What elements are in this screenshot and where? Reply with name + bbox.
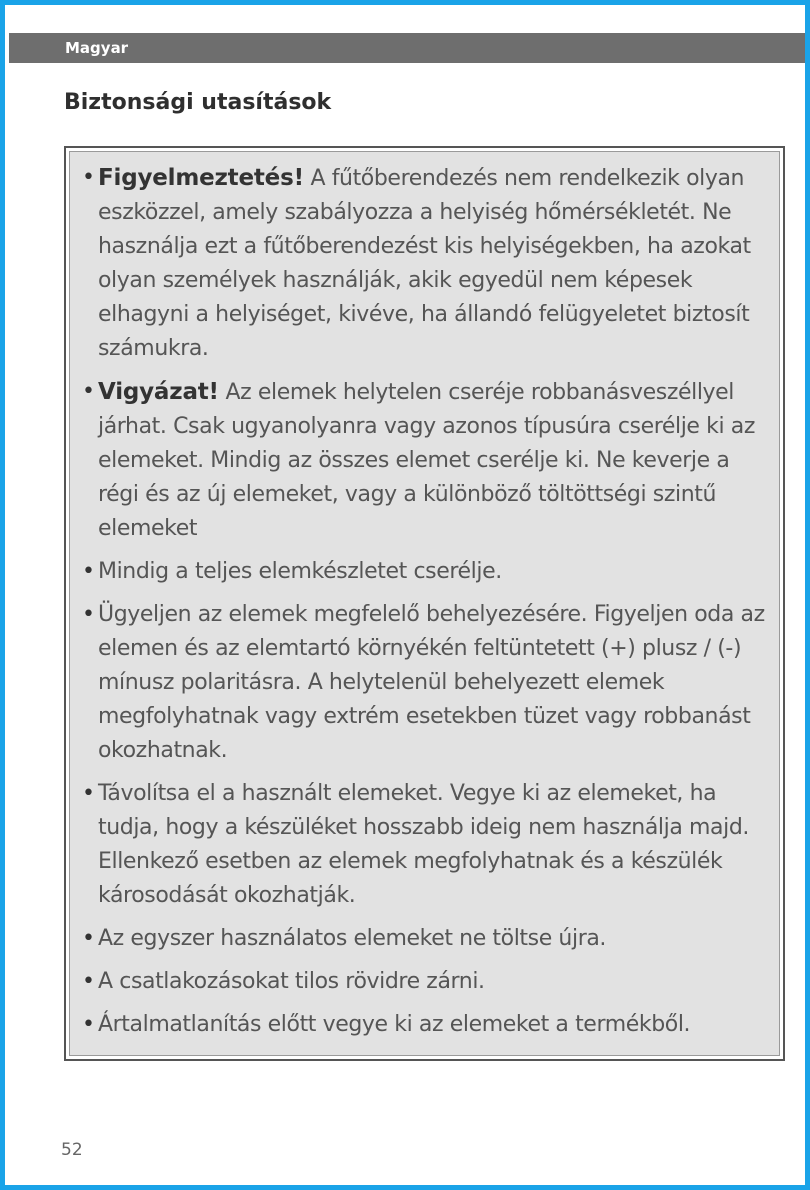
list-item [82, 922, 771, 956]
safety-instructions-panel [69, 151, 780, 1056]
item-text: Ügyeljen az elemek megfelelő behelyezésére. Figyeljen oda az elemen és az elemtartó környékén feltüntetett (+) plusz / (-) mínusz polaritásra. A helytelenül behelyezett elemek megfolyhatnak vagy extrém esetekben tüzet vagy robbanást okozhatnak. [98, 602, 765, 763]
list-item [82, 161, 771, 366]
list-item [82, 965, 771, 999]
list-item [82, 598, 771, 768]
item-text: Ártalmatlanítás előtt vegye ki az elemeket a termékből. [98, 1012, 691, 1037]
item-text: Távolítsa el a használt elemeket. Vegye ki az elemeket, ha tudja, hogy a készüléket hosszabb ideig nem használja majd. Ellenkező esetben az elemek megfolyhatnak és a készülék károsodását okozhatják. [98, 781, 749, 908]
item-text: Az egyszer használatos elemeket ne töltse újra. [98, 926, 607, 951]
item-text: A csatlakozásokat tilos rövidre zárni. [98, 969, 485, 994]
item-text: Az elemek helytelen cseréje robbanásveszéllyel járhat. Csak ugyanolyanra vagy azonos típusúra cserélje ki az elemeket. Mindig az összes elemet cserélje ki. Ne keverje a régi és az új elemeket, vagy a különböző töltöttségi szintű elemeket [98, 380, 756, 541]
list-item [82, 375, 771, 546]
caution-lead: Vigyázat! [98, 379, 219, 405]
item-text: A fűtőberendezés nem rendelkezik olyan eszközzel, amely szabályozza a helyiség hőmérsékletét. Ne használja ezt a fűtőberendezést kis helyiségekben, ha azokat olyan személyek használják, akik egyedül nem képesek elhagyni a helyiséget, kivéve, ha állandó felügyeletet biztosít számukra. [98, 166, 751, 361]
language-header-bar [9, 33, 805, 63]
language-label: Magyar [65, 39, 129, 57]
list-item [82, 777, 771, 913]
page-number: 52 [61, 1140, 83, 1160]
item-text: Mindig a teljes elemkészletet cserélje. [98, 559, 502, 584]
section-title: Biztonsági utasítások [64, 90, 332, 115]
warning-lead: Figyelmeztetés! [98, 165, 304, 191]
safety-instructions-list [82, 161, 771, 1042]
safety-instructions-box [64, 146, 785, 1061]
list-item [82, 555, 771, 589]
list-item [82, 1008, 771, 1042]
